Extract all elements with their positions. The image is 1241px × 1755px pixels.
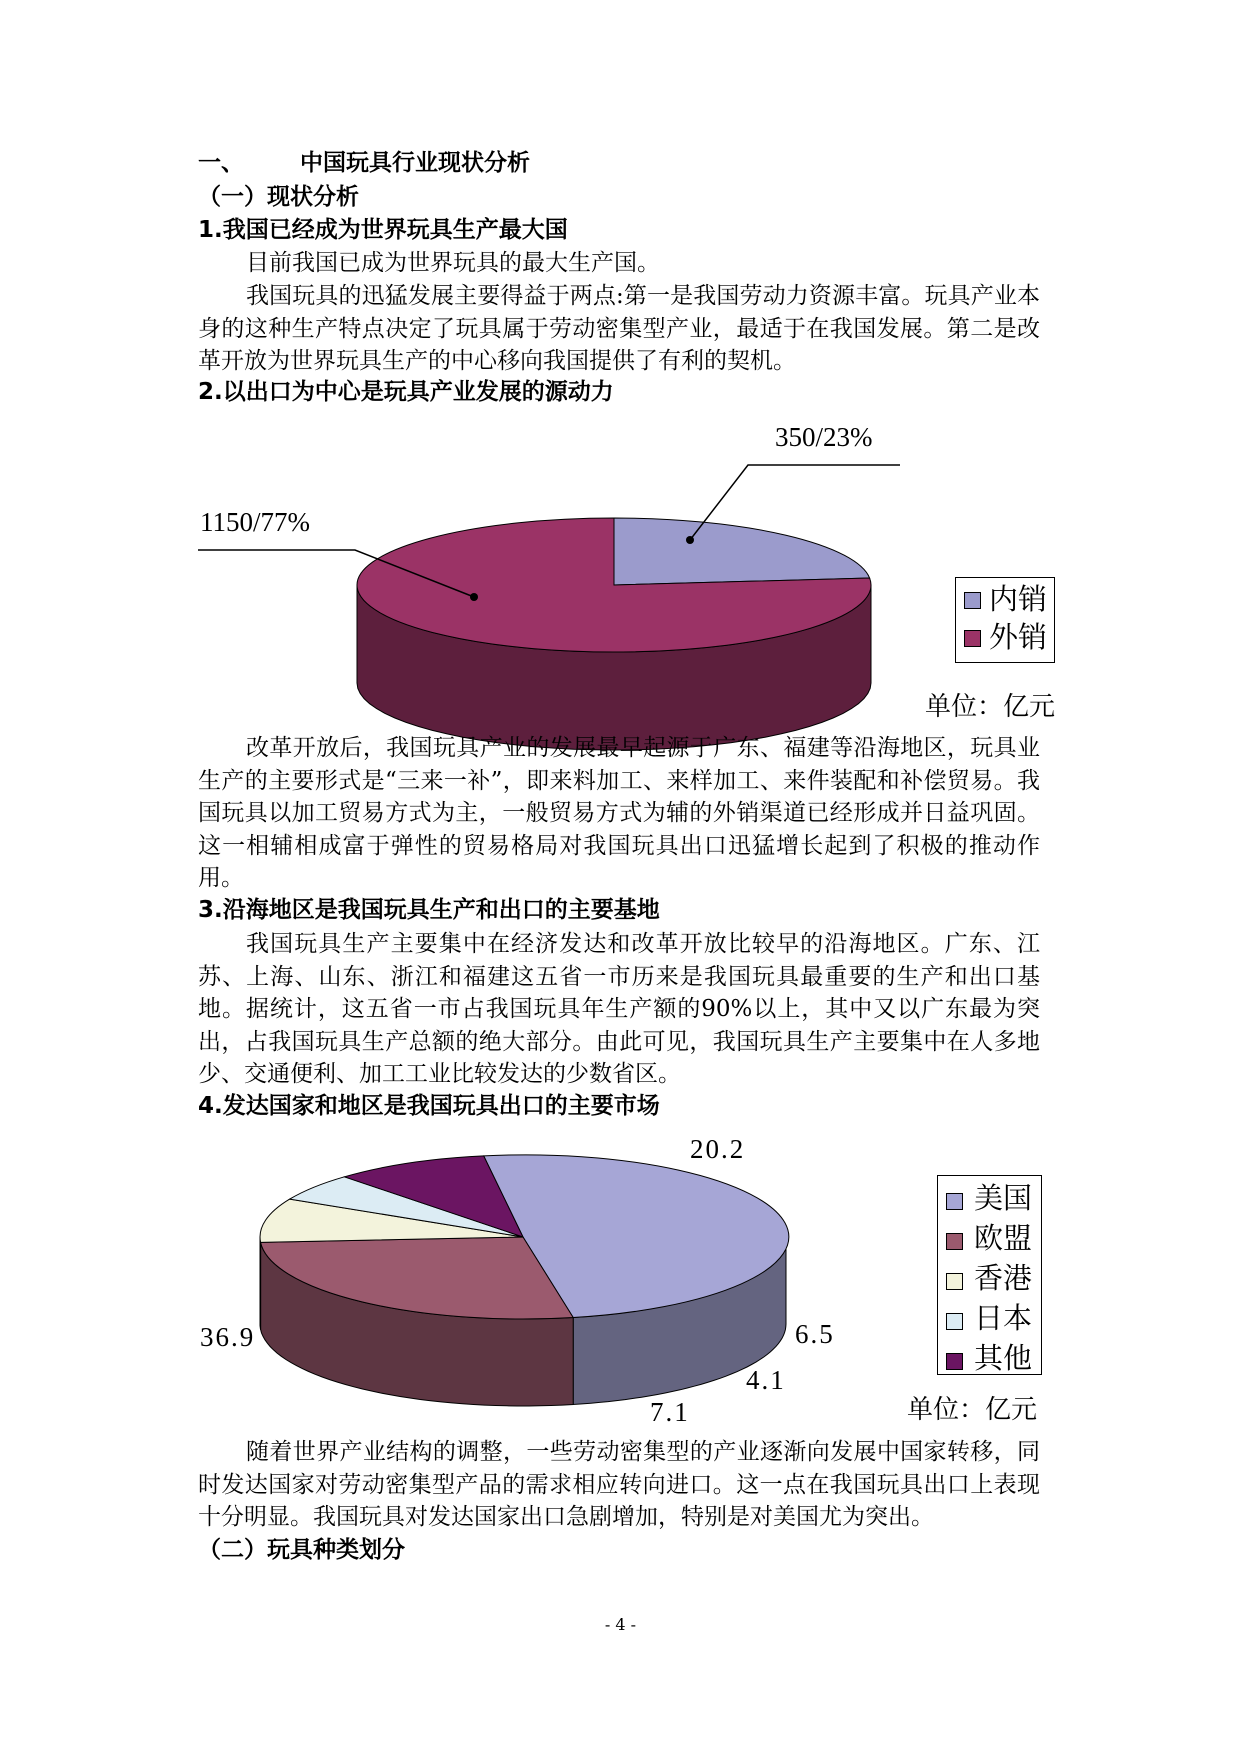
chart1-legend (955, 577, 1055, 663)
legend-label-export: 外销 (989, 620, 1048, 654)
chart1-data-label-1: 1150/77% (200, 507, 310, 538)
legend-label-other: 其他 (974, 1341, 1033, 1375)
chart1-unit-label: 单位：亿元 (925, 692, 1056, 722)
paragraph-5: 随着世界产业结构的调整，一些劳动密集型的产业逐渐向发展中国家转移，同时发达国家对劳动密集型产品的需求相应转向进口。这一点在我国玩具出口上表现十分明显。我国玩具对发达国家出口急剧增加，特别是对美国尤为突出。 (198, 1439, 1040, 1530)
legend-item-eu (938, 1216, 1041, 1256)
heading-3: 3.沿海地区是我国玩具生产和出口的主要基地 (198, 897, 660, 923)
pie-chart-export-markets (0, 1125, 1241, 1445)
legend-label-usa: 美国 (974, 1181, 1033, 1215)
legend-item-export (956, 618, 1054, 658)
legend-swatch-other (946, 1353, 963, 1370)
chart2-data-label-1: 20.2 (690, 1134, 746, 1165)
chart2-legend (937, 1175, 1042, 1375)
legend-item-usa (938, 1176, 1041, 1216)
chart2-unit-label: 单位：亿元 (907, 1395, 1038, 1425)
legend-item-japan (938, 1296, 1041, 1336)
paragraph-3: 改革开放后，我国玩具产业的发展最早起源于广东、福建等沿海地区，玩具业生产的主要形式是“三来一补”，即来料加工、来样加工、来件装配和补偿贸易。我国玩具以加工贸易方式为主，一般贸易方式为辅的外销渠道已经形成并日益巩固。这一相辅相成富于弹性的贸易格局对我国玩具出口迅猛增长起到了积极的推动作用。 (198, 735, 1040, 891)
heading-2: 2.以出口为中心是玩具产业发展的源动力 (198, 379, 614, 405)
paragraph-1: 目前我国已成为世界玩具的最大生产国。 (246, 250, 660, 276)
chart1-leader-dot-0 (686, 536, 694, 544)
chart1-data-label-0: 350/23% (775, 422, 873, 453)
subsection-heading-1: （一）现状分析 (198, 184, 359, 210)
chart2-data-label-2: 6.5 (795, 1319, 835, 1350)
paragraph-2: 我国玩具的迅猛发展主要得益于两点:第一是我国劳动力资源丰富。玩具产业本身的这种生产特点决定了玩具属于劳动密集型产业，最适于在我国发展。第二是改革开放为世界玩具生产的中心移向我国提供了有利的契机。 (198, 283, 1040, 374)
legend-swatch-export (964, 630, 981, 647)
section-number: 一、 (198, 150, 244, 176)
subsection-heading-2: （二）玩具种类划分 (198, 1537, 405, 1563)
legend-swatch-usa (946, 1193, 963, 1210)
chart2-data-label-3: 4.1 (746, 1365, 786, 1396)
section-title: 中国玩具行业现状分析 (300, 150, 531, 176)
paragraph-4: 我国玩具生产主要集中在经济发达和改革开放比较早的沿海地区。广东、江苏、上海、山东、浙江和福建这五省一市历来是我国玩具最重要的生产和出口基地。据统计，这五省一市占我国玩具年生产额的90%以上，其中又以广东最为突出，占我国玩具生产总额的绝大部分。由此可见，我国玩具生产主要集中在人多地少、交通便利、加工工业比较发达的少数省区。 (198, 931, 1040, 1087)
legend-swatch-japan (946, 1313, 963, 1330)
legend-label-domestic: 内销 (989, 582, 1048, 616)
legend-label-eu: 欧盟 (974, 1221, 1033, 1255)
chart1-slice-0 (614, 518, 870, 585)
legend-swatch-eu (946, 1233, 963, 1250)
chart2-data-label-4: 7.1 (650, 1397, 690, 1428)
heading-1: 1.我国已经成为世界玩具生产最大国 (198, 217, 568, 243)
chart2-slice-side-2 (260, 1237, 261, 1329)
heading-4: 4.发达国家和地区是我国玩具出口的主要市场 (198, 1093, 660, 1119)
legend-item-other (938, 1336, 1041, 1376)
legend-label-hongkong: 香港 (974, 1261, 1033, 1295)
legend-swatch-hongkong (946, 1273, 963, 1290)
chart2-data-label-0: 36.9 (200, 1322, 256, 1353)
legend-item-hongkong (938, 1256, 1041, 1296)
legend-swatch-domestic (964, 592, 981, 609)
pie-chart-domestic-export (0, 400, 1241, 730)
chart1-leader-dot-1 (470, 593, 478, 601)
page-number: - 4 - (604, 1615, 637, 1634)
section-heading (198, 148, 530, 178)
legend-item-domestic (956, 579, 1054, 619)
legend-label-japan: 日本 (974, 1301, 1033, 1335)
